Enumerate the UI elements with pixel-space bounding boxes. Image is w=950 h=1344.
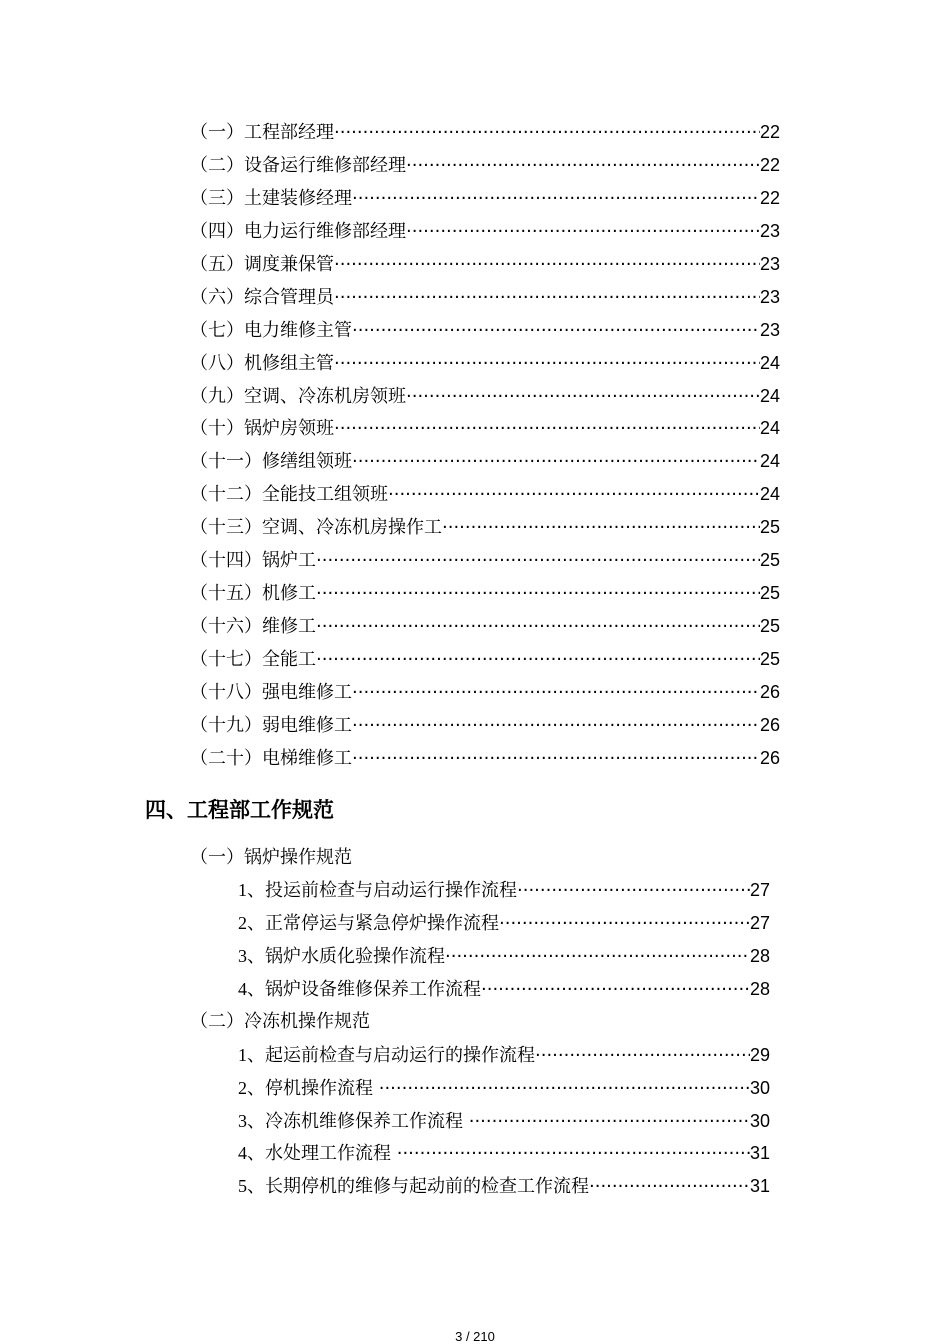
toc-entry-page: 23 bbox=[759, 320, 780, 340]
toc-entry-page: 25 bbox=[759, 550, 780, 570]
toc-entry-page: 27 bbox=[749, 913, 770, 933]
toc-entry-label: （一）工程部经理 bbox=[190, 122, 334, 143]
toc-entry[interactable] bbox=[190, 548, 780, 572]
toc-entry-label: （十八）强电维修工 bbox=[190, 682, 352, 703]
dot-leader bbox=[334, 286, 760, 310]
toc-entry-label: （十四）锅炉工 bbox=[190, 550, 316, 571]
dot-leader bbox=[406, 385, 760, 409]
dot-leader bbox=[334, 417, 760, 441]
toc-entry-label: （六）综合管理员 bbox=[190, 287, 334, 308]
toc-entry-label: 4、水处理工作流程 bbox=[238, 1143, 397, 1164]
toc-entry-label: 5、长期停机的维修与起动前的检查工作流程 bbox=[238, 1176, 589, 1197]
toc-entry[interactable] bbox=[190, 153, 780, 177]
dot-leader bbox=[535, 1044, 750, 1068]
toc-entry[interactable] bbox=[238, 911, 770, 935]
dot-leader bbox=[442, 516, 760, 540]
dot-leader bbox=[517, 879, 750, 903]
toc-entry-page: 25 bbox=[759, 583, 780, 603]
subsection-heading[interactable]: （二）冷冻机操作规范 bbox=[190, 1011, 370, 1032]
dot-leader bbox=[316, 648, 760, 672]
dot-leader bbox=[406, 220, 760, 244]
toc-entry-page: 28 bbox=[749, 979, 770, 999]
toc-entry-label: 3、锅炉水质化验操作流程 bbox=[238, 946, 445, 967]
dot-leader bbox=[397, 1142, 750, 1166]
toc-entry-label: （八）机修组主管 bbox=[190, 353, 334, 374]
toc-entry[interactable] bbox=[190, 384, 780, 408]
dot-leader bbox=[352, 747, 760, 771]
dot-leader bbox=[316, 582, 760, 606]
toc-entry[interactable] bbox=[190, 351, 780, 375]
dot-leader bbox=[352, 319, 760, 343]
toc-entry-page: 22 bbox=[759, 155, 780, 175]
toc-entry[interactable] bbox=[238, 1174, 770, 1198]
toc-entry-label: （十三）空调、冷冻机房操作工 bbox=[190, 517, 442, 538]
toc-entry-label: 1、起运前检查与启动运行的操作流程 bbox=[238, 1045, 535, 1066]
dot-leader bbox=[469, 1110, 750, 1134]
toc-entry-page: 23 bbox=[759, 254, 780, 274]
toc-entry-label: （二十）电梯维修工 bbox=[190, 748, 352, 769]
toc-entry-page: 30 bbox=[749, 1111, 770, 1131]
toc-entry-label: （七）电力维修主管 bbox=[190, 320, 352, 341]
toc-entry-label: 3、冷冻机维修保养工作流程 bbox=[238, 1111, 469, 1132]
dot-leader bbox=[316, 549, 760, 573]
toc-entry-label: （十二）全能技工组领班 bbox=[190, 484, 388, 505]
toc-entry-label: 2、停机操作流程 bbox=[238, 1078, 379, 1099]
toc-entry-page: 25 bbox=[759, 517, 780, 537]
toc-entry[interactable] bbox=[190, 318, 780, 342]
section-heading[interactable]: 四、工程部工作规范 bbox=[145, 798, 334, 822]
toc-entry-page: 22 bbox=[759, 188, 780, 208]
toc-entry[interactable] bbox=[238, 977, 770, 1001]
dot-leader bbox=[316, 615, 760, 639]
toc-entry-page: 29 bbox=[749, 1045, 770, 1065]
toc-entry-label: 2、正常停运与紧急停炉操作流程 bbox=[238, 913, 499, 934]
toc-entry[interactable] bbox=[238, 1076, 770, 1100]
toc-entry-page: 28 bbox=[749, 946, 770, 966]
toc-entry-label: （十一）修缮组领班 bbox=[190, 451, 352, 472]
toc-entry-page: 27 bbox=[749, 880, 770, 900]
toc-entry[interactable] bbox=[190, 515, 780, 539]
dot-leader bbox=[499, 912, 750, 936]
toc-entry-label: （十五）机修工 bbox=[190, 583, 316, 604]
dot-leader bbox=[352, 681, 760, 705]
toc-entry-label: 1、投运前检查与启动运行操作流程 bbox=[238, 880, 517, 901]
dot-leader bbox=[388, 483, 760, 507]
toc-entry-page: 24 bbox=[759, 418, 780, 438]
toc-entry-page: 24 bbox=[759, 451, 780, 471]
toc-entry-page: 25 bbox=[759, 649, 780, 669]
dot-leader bbox=[334, 121, 760, 145]
toc-entry[interactable] bbox=[190, 285, 780, 309]
toc-entry-page: 24 bbox=[759, 386, 780, 406]
toc-entry[interactable] bbox=[190, 120, 780, 144]
subsection-heading[interactable]: （一）锅炉操作规范 bbox=[190, 847, 352, 868]
toc-entry-page: 30 bbox=[749, 1078, 770, 1098]
toc-entry[interactable] bbox=[190, 252, 780, 276]
dot-leader bbox=[334, 352, 760, 376]
toc-entry-label: （十）锅炉房领班 bbox=[190, 418, 334, 439]
dot-leader bbox=[334, 253, 760, 277]
page-number-indicator: 3 / 210 bbox=[455, 1329, 495, 1344]
toc-entry[interactable] bbox=[190, 647, 780, 671]
toc-entry-label: 4、锅炉设备维修保养工作流程 bbox=[238, 979, 481, 1000]
toc-entry[interactable] bbox=[238, 1109, 770, 1133]
toc-entry[interactable] bbox=[238, 944, 770, 968]
toc-entry[interactable] bbox=[190, 713, 780, 737]
toc-entry[interactable] bbox=[238, 878, 770, 902]
toc-entry[interactable] bbox=[190, 746, 780, 770]
toc-entry-page: 24 bbox=[759, 353, 780, 373]
toc-entry-page: 22 bbox=[759, 122, 780, 142]
toc-entry-page: 23 bbox=[759, 221, 780, 241]
dot-leader bbox=[379, 1077, 750, 1101]
dot-leader bbox=[481, 978, 750, 1002]
toc-entry[interactable] bbox=[190, 449, 780, 473]
toc-entry-page: 31 bbox=[749, 1176, 770, 1196]
toc-entry-page: 24 bbox=[759, 484, 780, 504]
toc-entry[interactable] bbox=[238, 1043, 770, 1067]
toc-entry-page: 23 bbox=[759, 287, 780, 307]
dot-leader bbox=[352, 187, 760, 211]
toc-entry-label: （三）土建装修经理 bbox=[190, 188, 352, 209]
toc-entry-label: （十七）全能工 bbox=[190, 649, 316, 670]
dot-leader bbox=[406, 154, 760, 178]
toc-entry-page: 26 bbox=[759, 748, 780, 768]
toc-entry-label: （二）设备运行维修部经理 bbox=[190, 155, 406, 176]
toc-entry[interactable] bbox=[190, 680, 780, 704]
dot-leader bbox=[445, 945, 750, 969]
toc-entry-label: （五）调度兼保管 bbox=[190, 254, 334, 275]
toc-entry-label: （四）电力运行维修部经理 bbox=[190, 221, 406, 242]
toc-entry-page: 25 bbox=[759, 616, 780, 636]
dot-leader bbox=[352, 450, 760, 474]
toc-entry[interactable] bbox=[190, 482, 780, 506]
toc-entry[interactable] bbox=[238, 1141, 770, 1165]
toc-entry[interactable] bbox=[190, 614, 780, 638]
toc-entry[interactable] bbox=[190, 416, 780, 440]
toc-entry-label: （十九）弱电维修工 bbox=[190, 715, 352, 736]
toc-entry[interactable] bbox=[190, 186, 780, 210]
toc-entry[interactable] bbox=[190, 219, 780, 243]
toc-entry[interactable] bbox=[190, 581, 780, 605]
dot-leader bbox=[352, 714, 760, 738]
dot-leader bbox=[589, 1175, 750, 1199]
toc-entry-label: （九）空调、冷冻机房领班 bbox=[190, 386, 406, 407]
toc-entry-page: 31 bbox=[749, 1143, 770, 1163]
toc-entry-label: （十六）维修工 bbox=[190, 616, 316, 637]
toc-entry-page: 26 bbox=[759, 682, 780, 702]
toc-entry-page: 26 bbox=[759, 715, 780, 735]
